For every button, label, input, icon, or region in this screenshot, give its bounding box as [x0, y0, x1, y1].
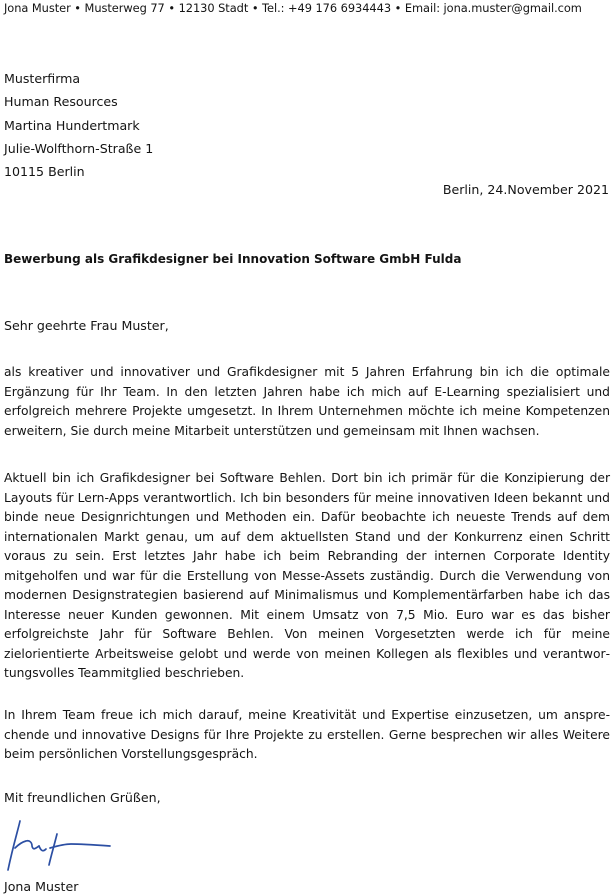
body-paragraph-1: als kreativer und innovativer und Grafikdesigner mit 5 Jahren Erfahrung bin ich die optimale Ergänzung für Ihr Team. In den letzten Jahren habe ich mich auf E-Learning spezialisiert und erfolgreich mehrere Projekte umgesetzt. In Ihrem Unternehmen möchte ich meine Kompetenzen erweitern, Sie durch meine Mitarbeit unterstützen und gemeinsam mit Ihnen wachsen.: [4, 365, 610, 438]
recipient-company: Musterfirma: [4, 71, 81, 86]
body-paragraph-2: Aktuell bin ich Grafikdesigner bei Software Behlen. Dort bin ich primär für die Konzipierung der Layouts für Lern-Apps verantwortlich. Ich bin besonders für meine innovativen Ideen bekannt und binde neue Designrichtungen und Methoden ein. Dafür beobachte ich neueste Trends auf dem internationalen Markt genau, um auf dem aktuellsten Stand und der Konkurrenz einen Schritt voraus zu sein. Erst letztes Jahr habe ich beim Rebranding der internen Corporate Identity mitgeholfen und war für die Erstellung von Messe-Assets zuständig. Durch die Verwendung von modernen Designstrategien basierend auf Minimalismus und Komplementärfarben habe ich das Interesse neuer Kunden gewonnen. Mit einem Umsatz von 7,5 Mio. Euro war es das bisher erfolgreichste Jahr für Software Behlen. Von meinen Vorgesetzten werde ich für meine zielorientierte Arbeitsweise gelobt und werde von meinen Kollegen als flexibles und verantwortungsvolles Teammitglied beschrieben.: [4, 471, 610, 680]
salutation: Sehr geehrte Frau Muster,: [4, 318, 169, 333]
recipient-city: 10115 Berlin: [4, 164, 85, 180]
closing-phrase: Mit freundlichen Grüßen,: [4, 790, 161, 805]
recipient-department: Human Resources: [4, 94, 118, 110]
signer-name: Jona Muster: [4, 879, 79, 894]
signature-icon: [0, 818, 120, 878]
body-paragraph-3: In Ihrem Team freue ich mich darauf, meine Kreativität und Expertise einzusetzen, um ansprechende und innovative Designs für Ihre Projekte zu erstellen. Gerne besprechen wir alles Weitere beim persönlichen Vorstellungsgespräch.: [4, 708, 610, 761]
letter-date: Berlin, 24.November 2021: [442, 182, 609, 197]
recipient-address-block: [4, 67, 404, 183]
recipient-contact-person: Martina Hundertmark: [4, 117, 140, 133]
letter-subject: Bewerbung als Grafikdesigner bei Innovation Software GmbH Fulda: [4, 252, 462, 266]
sender-contact-line: Jona Muster • Musterweg 77 • 12130 Stadt • Tel.: +49 176 6934443 • Email: jona.muster@gmail.com: [4, 1, 582, 15]
recipient-street: Julie-Wolfthorn-Straße 1: [4, 140, 154, 156]
